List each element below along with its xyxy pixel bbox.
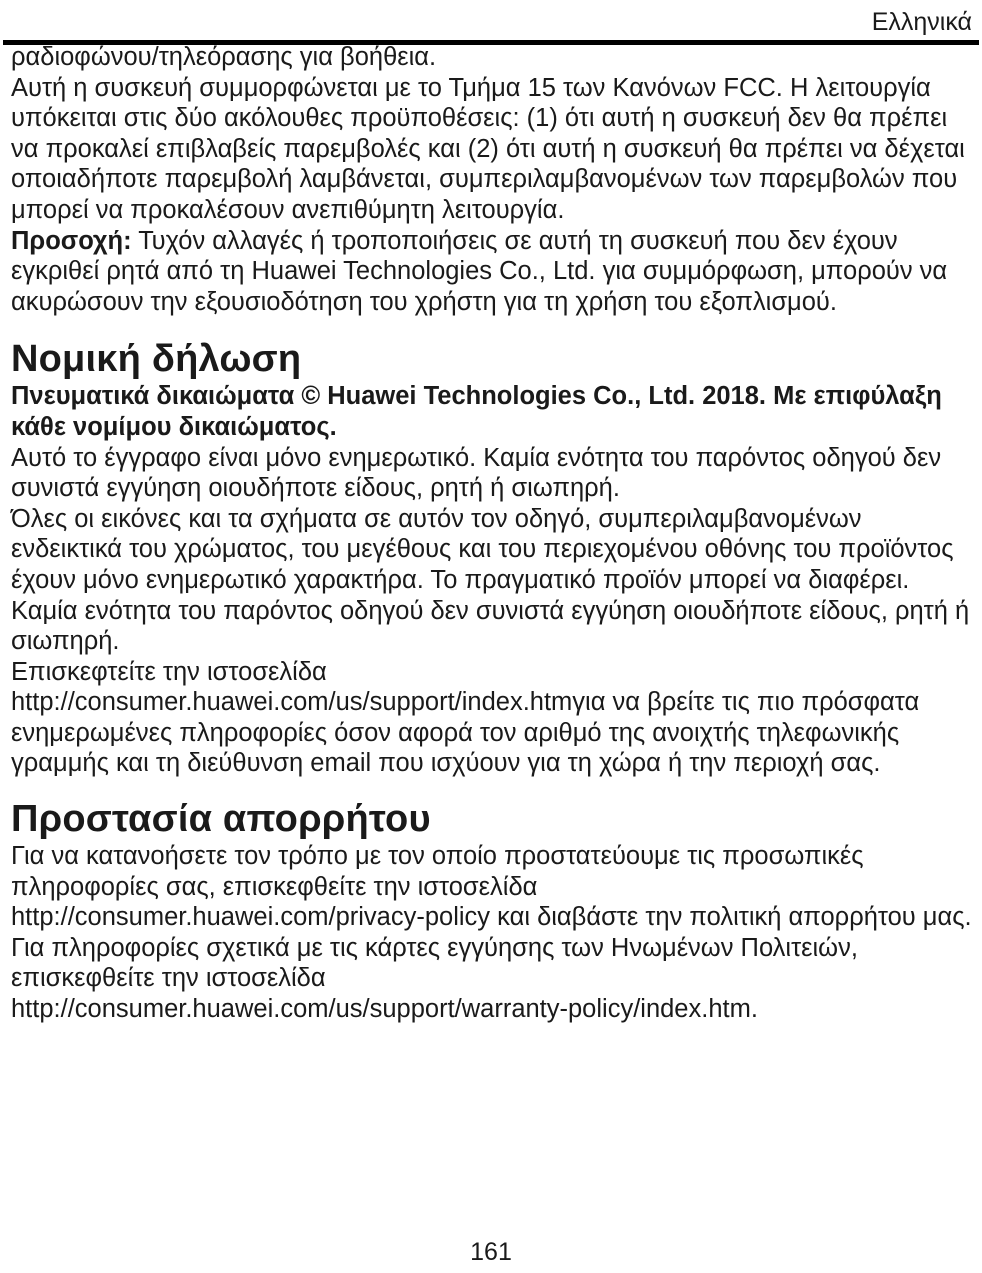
- page-content: [11, 42, 973, 1025]
- privacy-para-2: [11, 994, 973, 1025]
- caution-text: Τυχόν αλλαγές ή τροποποιήσεις σε αυτή τη συσκευή που δεν έχουν εγκριθεί ρητά από τη Huawei Technologies Co., Ltd. για συμμόρφωση, μπορούν να ακυρώσουν την εξουσιοδότηση του χρήστη για τη χρήση του εξοπλισμού.: [11, 226, 948, 316]
- page-number: 161: [470, 1238, 512, 1266]
- warranty-policy-link[interactable]: http://consumer.huawei.com/us/support/warranty-policy/index.htm.: [11, 995, 758, 1024]
- legal-para-1: Αυτό το έγγραφο είναι μόνο ενημερωτικό. Καμία ενότητα του παρόντος οδηγού δεν συνιστά εγγύηση οιουδήποτε είδους, ρητή ή σιωπηρή.: [11, 443, 942, 503]
- header-language: Ελληνικά: [871, 8, 972, 36]
- legal-visit-intro: Επισκεφτείτε την ιστοσελίδα: [11, 657, 327, 686]
- privacy-para-1: [11, 902, 973, 933]
- legal-section-title: Νομική δήλωση: [11, 338, 302, 381]
- legal-copyright: Πνευματικά δικαιώματα © Huawei Technologies Co., Ltd. 2018. Με επιφύλαξη κάθε νομίμου δικαιώματος.: [11, 382, 942, 441]
- legal-visit: [11, 687, 973, 779]
- fcc-continuation: ραδιοφώνου/τηλεόρασης για βοήθεια.: [11, 43, 437, 71]
- fcc-compliance: Αυτή η συσκευή συμμορφώνεται με το Τμήμα 15 των Κανόνων FCC. Η λειτουργία υπόκειται στις δύο ακόλουθες προϋποθέσεις: (1) ότι αυτή η συσκευή δεν θα πρέπει να προκαλεί επιβλαβείς παρεμβολές και (2) ότι αυτή η συσκευή θα πρέπει να δέχεται οποιαδήποτε παρεμβολή λαμβάνεται, συμπεριλαμβανομένων των παρεμβολών που μπορεί να προκαλέσουν ανεπιθύμητη λειτουργία.: [11, 73, 965, 224]
- legal-para-2: Όλες οι εικόνες και τα σχήματα σε αυτόν τον οδηγό, συμπεριλαμβανομένων ενδεικτικά του χρώματος, του μεγέθους και του περιεχομένου οθόνης του προϊόντος έχουν μόνο ενημερωτικό χαρακτήρα. Το πραγματικό προϊόν μπορεί να διαφέρει. Καμία ενότητα του παρόντος οδηγού δεν συνιστά εγγύηση οιουδήποτε είδους, ρητή ή σιωπηρή.: [11, 504, 970, 656]
- privacy-section-title: Προστασία απορρήτου: [11, 798, 431, 841]
- privacy-policy-link[interactable]: http://consumer.huawei.com/privacy-policy: [11, 903, 491, 932]
- privacy-para-1-intro: Για να κατανοήσετε τον τρόπο με τον οποίο προστατεύουμε τις προσωπικές πληροφορίες σας, επισκεφθείτε την ιστοσελίδα: [11, 842, 864, 901]
- privacy-para-1-rest: και διαβάστε την πολιτική απορρήτου μας.: [490, 903, 972, 932]
- fcc-caution: [11, 226, 973, 318]
- support-link-rest: για να βρείτε τις πιο πρόσφατα ενημερωμένες πληροφορίες όσον αφορά τον αριθμό της ανοιχτής τηλεφωνικής γραμμής και τη διεύθυνση email που ισχύουν για τη χώρα ή την περιοχή σας.: [11, 688, 920, 778]
- caution-label: Προσοχή:: [11, 226, 132, 255]
- support-link[interactable]: http://consumer.huawei.com/us/support/index.htm: [11, 688, 573, 717]
- privacy-para-2-intro: Για πληροφορίες σχετικά με τις κάρτες εγγύησης των Ηνωμένων Πολιτειών, επισκεφθείτε την ιστοσελίδα: [11, 933, 858, 993]
